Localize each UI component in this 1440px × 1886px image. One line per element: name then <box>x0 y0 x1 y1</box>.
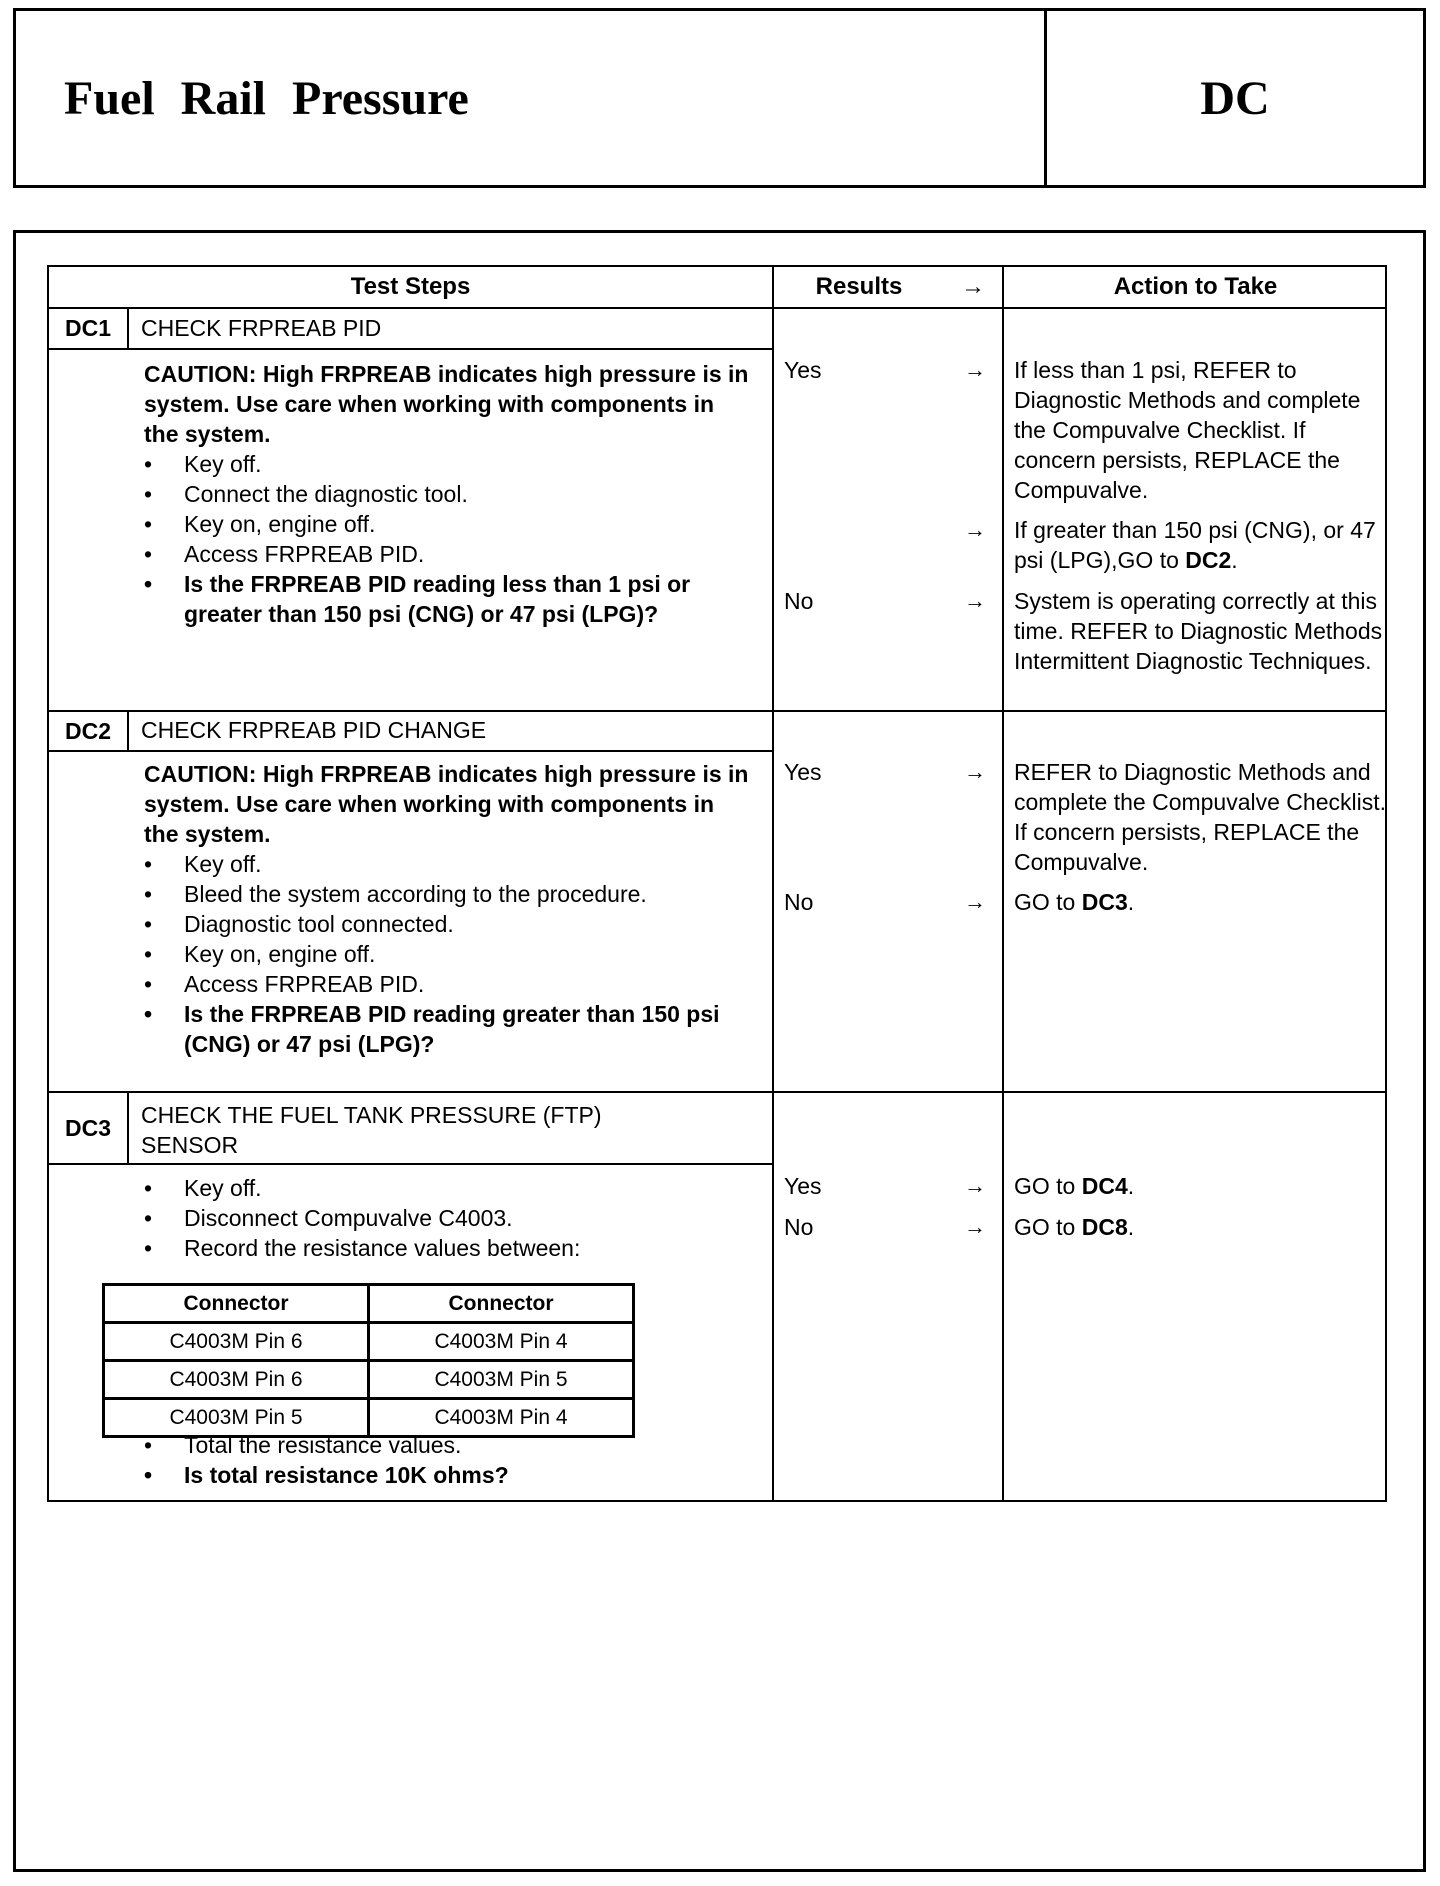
bullet-item: • Record the resistance values between: <box>144 1233 754 1263</box>
step-content-dc3 <box>144 1173 754 1263</box>
table-cell: C4003M Pin 5 <box>104 1399 369 1437</box>
bullet-item: • Total the resistance values. <box>144 1430 754 1460</box>
arrow-right-icon: → <box>964 357 986 382</box>
bullet-item: • Key on, engine off. <box>144 939 754 969</box>
step-content-dc2 <box>144 759 754 1059</box>
result-label-no: No <box>784 588 814 614</box>
step-bullets <box>144 449 754 629</box>
arrow-right-icon: → <box>964 889 986 914</box>
step-title-dc3: CHECK THE FUEL TANK PRESSURE (FTP) SENSOR <box>141 1102 602 1158</box>
column-header: Connector <box>369 1285 634 1323</box>
row-divider <box>49 348 772 350</box>
step-reference[interactable]: DC2 <box>1185 547 1232 573</box>
bullet-item: • Access FRPREAB PID. <box>144 969 754 999</box>
caution-text: CAUTION: High FRPREAB indicates high pressure is in system. Use care when working with components in the system. <box>144 361 749 447</box>
bullet-item: • Diagnostic tool connected. <box>144 909 754 939</box>
step-reference[interactable]: DC4 <box>1081 1173 1128 1199</box>
page-title: Fuel Rail Pressure <box>16 11 1047 185</box>
result-label-yes: Yes <box>784 357 822 383</box>
step-question: • Is the FRPREAB PID reading greater than 150 psi (CNG) or 47 psi (LPG)? <box>144 999 754 1059</box>
table-cell: C4003M Pin 6 <box>104 1323 369 1361</box>
bullet-item: • Key on, engine off. <box>144 509 754 539</box>
step-id-dc2: DC2 <box>49 712 129 750</box>
table-cell: C4003M Pin 4 <box>369 1399 634 1437</box>
action-text: REFER to Diagnostic Methods and complete the Compuvalve Checklist. If concern persists, REPLACE the Compuvalve. <box>1014 759 1386 875</box>
step-content-dc1 <box>144 359 754 629</box>
action-text: If less than 1 psi, REFER to Diagnostic Methods and complete the Compuvalve Checklist. If concern persists, REPLACE the Compuvalve. <box>1014 357 1361 503</box>
step-title-dc1: CHECK FRPREAB PID <box>141 315 382 341</box>
table-header-row <box>49 267 1385 309</box>
column-divider <box>1002 267 1004 1500</box>
bullet-item: • Key off. <box>144 449 754 479</box>
header-action: Action to Take <box>1113 273 1278 300</box>
caution-text: CAUTION: High FRPREAB indicates high pressure is in system. Use care when working with components in the system. <box>144 761 749 847</box>
bullet-item: • Key off. <box>144 1173 754 1203</box>
result-label-no: No <box>784 889 814 915</box>
bullet-item: • Key off. <box>144 849 754 879</box>
diagnostic-table <box>47 265 1387 1502</box>
step-reference[interactable]: DC3 <box>1081 889 1128 915</box>
table-row <box>104 1361 634 1399</box>
step-bullets <box>144 1173 754 1263</box>
action-text: GO to DC8. <box>1014 1214 1135 1240</box>
step-question: • Is the FRPREAB PID reading less than 1 psi or greater than 150 psi (CNG) or 47 psi (LPG)? <box>144 569 754 629</box>
row-divider <box>49 1091 1387 1093</box>
bullet-item: • Access FRPREAB PID. <box>144 539 754 569</box>
action-text: System is operating correctly at this time. REFER to Diagnostic Methods Intermittent Diagnostic Techniques. <box>1014 588 1383 674</box>
step-bullets <box>144 849 754 1059</box>
header-arrow-icon: → <box>961 273 985 300</box>
column-header: Connector <box>104 1285 369 1323</box>
table-cell: C4003M Pin 4 <box>369 1323 634 1361</box>
action-text: GO to DC4. <box>1014 1173 1135 1199</box>
table-cell: C4003M Pin 6 <box>104 1361 369 1399</box>
action-text: If greater than 150 psi (CNG), or 47 psi (LPG),GO to DC2. <box>1014 517 1376 573</box>
row-divider <box>49 710 1387 712</box>
arrow-right-icon: → <box>964 1214 986 1239</box>
result-label-yes: Yes <box>784 759 822 785</box>
arrow-right-icon: → <box>964 1173 986 1198</box>
result-label-no: No <box>784 1214 814 1240</box>
section-code: DC <box>1200 71 1270 125</box>
table-header-row <box>104 1285 634 1323</box>
row-divider <box>49 1163 772 1165</box>
row-divider <box>49 750 772 752</box>
table-row <box>104 1323 634 1361</box>
result-label-yes: Yes <box>784 1173 822 1199</box>
connector-table <box>102 1283 635 1438</box>
step-reference[interactable]: DC8 <box>1081 1214 1128 1240</box>
bullet-item: • Bleed the system according to the procedure. <box>144 879 754 909</box>
header-test-steps: Test Steps <box>350 273 471 300</box>
table-cell: C4003M Pin 5 <box>369 1361 634 1399</box>
column-divider <box>772 267 774 1500</box>
step-bullets <box>144 1430 754 1490</box>
step-id-dc3: DC3 <box>49 1093 129 1163</box>
bullet-item: • Disconnect Compuvalve C4003. <box>144 1203 754 1233</box>
action-text: GO to DC3. <box>1014 889 1135 915</box>
step-question: • Is total resistance 10K ohms? <box>144 1460 754 1490</box>
step-content-dc3-after <box>144 1430 754 1490</box>
arrow-right-icon: → <box>964 588 986 613</box>
step-id-dc1: DC1 <box>49 309 129 348</box>
step-title-dc2: CHECK FRPREAB PID CHANGE <box>141 717 487 743</box>
bullet-item: • Connect the diagnostic tool. <box>144 479 754 509</box>
arrow-right-icon: → <box>964 759 986 784</box>
header-results: Results <box>815 273 903 300</box>
page-header <box>13 8 1426 188</box>
arrow-right-icon: → <box>964 517 986 542</box>
